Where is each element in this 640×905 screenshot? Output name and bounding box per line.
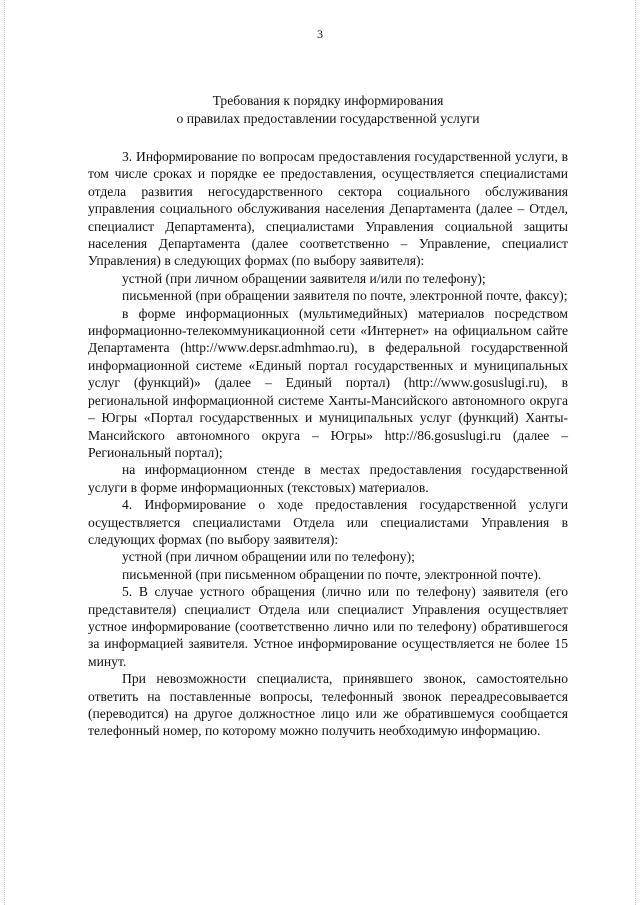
heading-line-2: о правилах предоставлении государственной услуги [176, 111, 480, 126]
paragraph-oral-form: устной (при личном обращении заявителя и/или по телефону); [122, 270, 486, 286]
paragraph-5: 5. В случае устного обращения (лично или по телефону) заявителя (его представителя) специалист Отдела или специалист Управления осуществляет устное информирование (соответственно лично или по телефону) обратившегося за информацией заявителя. Устное информирование осуществляется не более 15 минут. [88, 584, 568, 669]
page-number: 3 [317, 27, 323, 41]
right-scan-edge [635, 0, 636, 905]
document-body [88, 148, 568, 740]
paragraph-redirect-call: При невозможности специалиста, принявшего звонок, самостоятельно ответить на поставленные вопросы, телефонный звонок переадресовывается (переводится) на другое должностное лицо или же обратившемуся сообщается телефонный номер, по которому можно получить необходимую информацию. [88, 671, 568, 739]
paragraph-info-stand: на информационном стенде в местах предоставления государственной услуги в форме информационных (текстовых) материалов. [88, 462, 568, 495]
paragraph-oral-form-2: устной (при личном обращении или по телефону); [122, 549, 415, 565]
paragraph-written-form: письменной (при обращении заявителя по почте, электронной почте, факсу); [122, 288, 568, 304]
paragraph-multimedia-form: в форме информационных (мультимедийных) материалов посредством информационно-телекоммуникационной сети «Интернет» на официальном сайте Департамента (http://www.depsr.admhmao.ru), в федеральной государственной информационной системе «Единый портал государственных и муниципальных услуг (функций)» (далее – Единый портал) (http://www.gosuslugi.ru), в региональной информационной системе Ханты-Мансийского автономного округа – Югры «Портал государственных и муниципальных услуг (функций) Ханты-Мансийского автономного округа – Югры» http://86.gosuslugi.ru (далее – Региональный портал); [88, 305, 568, 460]
paragraph-4: 4. Информирование о ходе предоставления государственной услуги осуществляется специалистами Отдела или специалистами Управления в следующих формах (по выбору заявителя): [88, 497, 568, 547]
paragraph-written-form-2: письменной (при письменном обращении по почте, электронной почте). [122, 566, 542, 582]
heading-line-1: Требования к порядку информирования [212, 93, 444, 108]
paragraph-3: 3. Информирование по вопросам предоставления государственной услуги, в том числе сроках и порядке ее предоставления, осуществляется специалистами отдела развития негосударственного сектора социального обслуживания управления социального обслуживания населения Департамента (далее – Отдел, специалист Департамента), специалистами Управления социальной защиты населения Департамента (далее соответственно – Управление, специалист Управления) в следующих формах (по выбору заявителя): [88, 149, 568, 269]
section-heading [88, 92, 568, 128]
left-scan-edge [4, 0, 5, 905]
